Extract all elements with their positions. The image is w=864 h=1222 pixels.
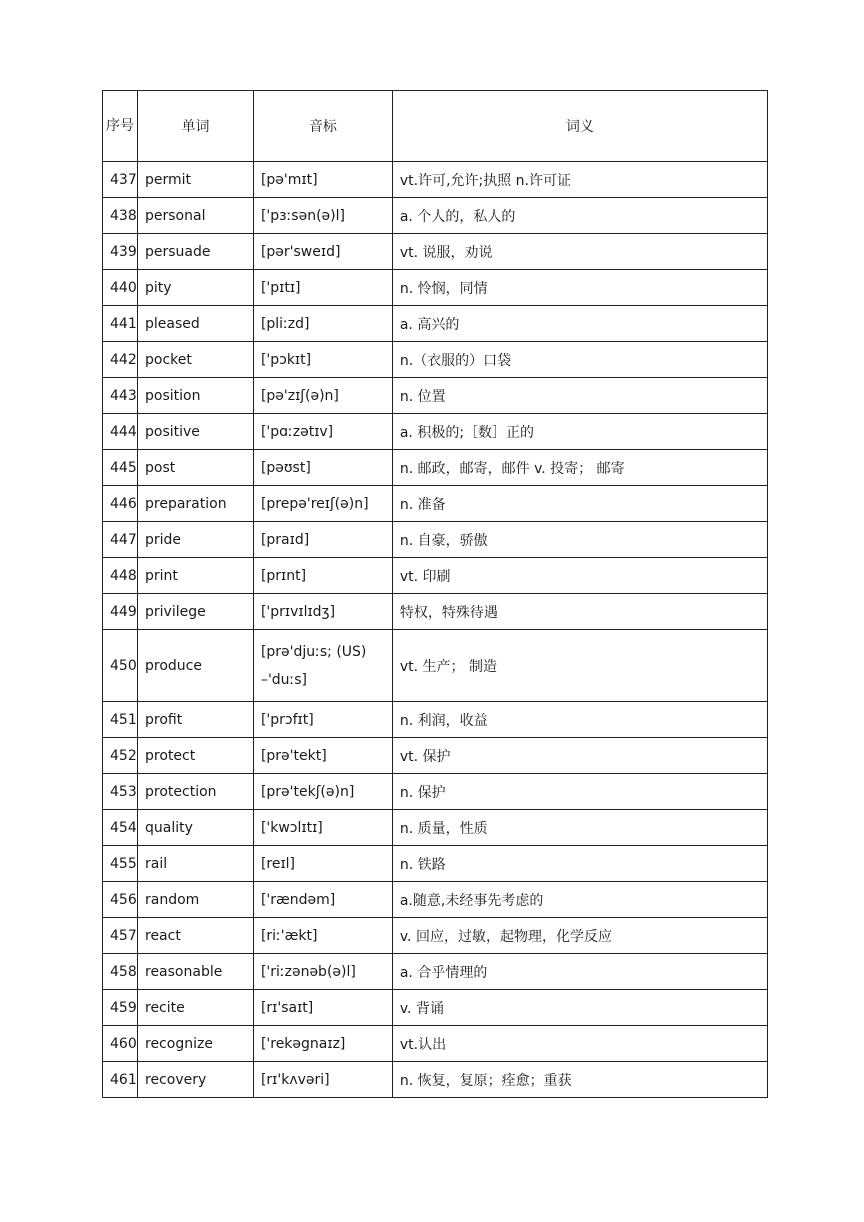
row-meaning: vt.许可,允许;执照 n.许可证: [392, 162, 767, 198]
row-word: privilege: [138, 594, 254, 630]
row-number: 449: [103, 594, 138, 630]
row-word: protection: [138, 774, 254, 810]
table-row: [103, 522, 768, 558]
row-phonetic: [pliːzd]: [253, 306, 392, 342]
row-number: 457: [103, 918, 138, 954]
header-meaning: 词义: [392, 91, 767, 162]
row-number: 448: [103, 558, 138, 594]
table-row: [103, 162, 768, 198]
row-word: post: [138, 450, 254, 486]
row-phonetic: [prə'tekt]: [253, 738, 392, 774]
row-phonetic: ['prɔfɪt]: [253, 702, 392, 738]
row-word: permit: [138, 162, 254, 198]
row-meaning: n. 铁路: [392, 846, 767, 882]
table-row: [103, 486, 768, 522]
row-phonetic: ['pɑːzətɪv]: [253, 414, 392, 450]
table-row: [103, 954, 768, 990]
row-word: produce: [138, 630, 254, 702]
row-number: 456: [103, 882, 138, 918]
row-number: 447: [103, 522, 138, 558]
row-phonetic: [pər'sweɪd]: [253, 234, 392, 270]
row-meaning: n. 准备: [392, 486, 767, 522]
row-phonetic: [pə'mɪt]: [253, 162, 392, 198]
row-meaning: vt. 印刷: [392, 558, 767, 594]
table-row: [103, 342, 768, 378]
row-phonetic: ['prɪvɪlɪdʒ]: [253, 594, 392, 630]
row-word: quality: [138, 810, 254, 846]
row-word: personal: [138, 198, 254, 234]
row-word: pride: [138, 522, 254, 558]
row-phonetic: [pəʊst]: [253, 450, 392, 486]
table-row: [103, 630, 768, 702]
row-meaning: a. 合乎情理的: [392, 954, 767, 990]
row-meaning: n.（衣服的）口袋: [392, 342, 767, 378]
row-phonetic: [prə'djuːs; (US) –'duːs]: [253, 630, 392, 702]
table-row: [103, 810, 768, 846]
table-row: [103, 702, 768, 738]
row-phonetic: [prə'tekʃ(ə)n]: [253, 774, 392, 810]
row-word: recovery: [138, 1062, 254, 1098]
table-row: [103, 738, 768, 774]
row-meaning: 特权，特殊待遇: [392, 594, 767, 630]
row-meaning: n. 自豪，骄傲: [392, 522, 767, 558]
table-row: [103, 594, 768, 630]
row-word: pleased: [138, 306, 254, 342]
row-number: 440: [103, 270, 138, 306]
table-row: [103, 234, 768, 270]
row-word: react: [138, 918, 254, 954]
row-number: 451: [103, 702, 138, 738]
table-row: [103, 450, 768, 486]
row-meaning: n. 恢复，复原；痊愈；重获: [392, 1062, 767, 1098]
table-row: [103, 1062, 768, 1098]
row-meaning: a. 个人的，私人的: [392, 198, 767, 234]
row-phonetic: ['pɪtɪ]: [253, 270, 392, 306]
row-meaning: a.随意,未经事先考虑的: [392, 882, 767, 918]
row-word: recite: [138, 990, 254, 1026]
row-phonetic: [praɪd]: [253, 522, 392, 558]
row-phonetic: [prɪnt]: [253, 558, 392, 594]
row-phonetic: [pə'zɪʃ(ə)n]: [253, 378, 392, 414]
table-row: [103, 306, 768, 342]
row-number: 446: [103, 486, 138, 522]
row-meaning: v. 回应，过敏，起物理，化学反应: [392, 918, 767, 954]
row-number: 437: [103, 162, 138, 198]
vocabulary-table: [102, 90, 768, 1098]
header-phonetic: 音标: [253, 91, 392, 162]
row-number: 455: [103, 846, 138, 882]
row-phonetic: ['pɜːsən(ə)l]: [253, 198, 392, 234]
row-word: position: [138, 378, 254, 414]
row-meaning: vt. 生产； 制造: [392, 630, 767, 702]
row-meaning: a. 高兴的: [392, 306, 767, 342]
row-meaning: n. 位置: [392, 378, 767, 414]
row-number: 445: [103, 450, 138, 486]
row-number: 443: [103, 378, 138, 414]
table-row: [103, 414, 768, 450]
row-word: preparation: [138, 486, 254, 522]
table-row: [103, 918, 768, 954]
row-number: 459: [103, 990, 138, 1026]
row-meaning: n. 质量，性质: [392, 810, 767, 846]
row-meaning: vt. 说服，劝说: [392, 234, 767, 270]
row-number: 450: [103, 630, 138, 702]
row-meaning: vt.认出: [392, 1026, 767, 1062]
row-number: 438: [103, 198, 138, 234]
row-phonetic: [rɪ'saɪt]: [253, 990, 392, 1026]
row-word: recognize: [138, 1026, 254, 1062]
row-number: 439: [103, 234, 138, 270]
table-row: [103, 990, 768, 1026]
row-word: pocket: [138, 342, 254, 378]
row-phonetic: ['pɔkɪt]: [253, 342, 392, 378]
row-phonetic: [prepə'reɪʃ(ə)n]: [253, 486, 392, 522]
row-phonetic: [riː'ækt]: [253, 918, 392, 954]
row-phonetic: [rɪ'kʌvəri]: [253, 1062, 392, 1098]
row-word: rail: [138, 846, 254, 882]
row-meaning: vt. 保护: [392, 738, 767, 774]
table-row: [103, 774, 768, 810]
row-number: 442: [103, 342, 138, 378]
row-word: positive: [138, 414, 254, 450]
header-number: 序号: [103, 91, 138, 162]
row-phonetic: [reɪl]: [253, 846, 392, 882]
row-number: 452: [103, 738, 138, 774]
row-number: 444: [103, 414, 138, 450]
row-word: print: [138, 558, 254, 594]
row-number: 460: [103, 1026, 138, 1062]
row-number: 454: [103, 810, 138, 846]
table-row: [103, 198, 768, 234]
row-number: 453: [103, 774, 138, 810]
row-phonetic: ['rændəm]: [253, 882, 392, 918]
table-row: [103, 882, 768, 918]
row-meaning: n. 邮政，邮寄，邮件 v. 投寄； 邮寄: [392, 450, 767, 486]
header-word: 单词: [138, 91, 254, 162]
row-number: 461: [103, 1062, 138, 1098]
table-row: [103, 558, 768, 594]
row-word: profit: [138, 702, 254, 738]
row-number: 441: [103, 306, 138, 342]
table-row: [103, 846, 768, 882]
row-meaning: n. 怜悯，同情: [392, 270, 767, 306]
row-word: protect: [138, 738, 254, 774]
row-word: pity: [138, 270, 254, 306]
table-row: [103, 1026, 768, 1062]
row-meaning: n. 保护: [392, 774, 767, 810]
header-row: [103, 91, 768, 162]
row-word: persuade: [138, 234, 254, 270]
table-row: [103, 270, 768, 306]
table-row: [103, 378, 768, 414]
row-word: random: [138, 882, 254, 918]
row-phonetic: ['rekəgnaɪz]: [253, 1026, 392, 1062]
row-meaning: a. 积极的;［数］正的: [392, 414, 767, 450]
row-meaning: n. 利润，收益: [392, 702, 767, 738]
row-meaning: v. 背诵: [392, 990, 767, 1026]
row-phonetic: ['kwɔlɪtɪ]: [253, 810, 392, 846]
row-number: 458: [103, 954, 138, 990]
row-word: reasonable: [138, 954, 254, 990]
row-phonetic: ['riːzənəb(ə)l]: [253, 954, 392, 990]
